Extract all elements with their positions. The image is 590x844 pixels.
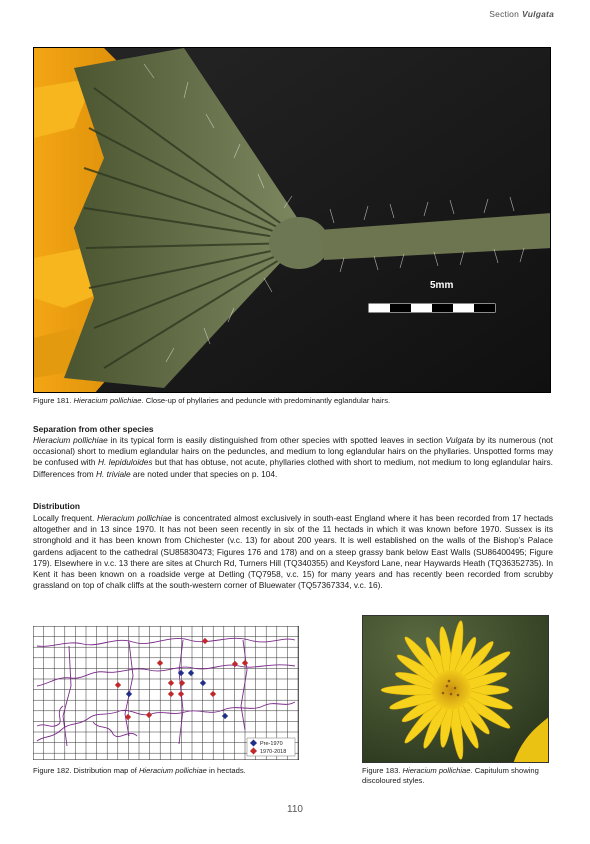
figure-181-caption	[33, 396, 551, 406]
running-head	[489, 9, 554, 19]
section-name: Vulgata	[445, 435, 474, 445]
caption-rest: . Close-up of phyllaries and peduncle with predominantly eglandular hairs.	[141, 396, 391, 405]
caption-prefix: Figure 182. Distribution map of	[33, 766, 139, 775]
caption-prefix: Figure 181.	[33, 396, 74, 405]
separation-heading: Separation from other species	[33, 424, 154, 434]
caption-rest: . Capitulum showing discoloured styles.	[362, 766, 539, 785]
text: in its typical form is easily distinguished from other species with spotted leaves in section	[107, 435, 446, 445]
capitulum-flower-image	[363, 616, 549, 763]
legend-pre1970-label: Pre-1970	[260, 741, 283, 747]
text: Locally frequent.	[33, 513, 98, 523]
figure-183-photo	[362, 615, 549, 763]
caption-species: Hieracium pollichiae	[402, 766, 471, 775]
legend-recent-label: 1970-2018	[260, 749, 287, 755]
distribution-map	[33, 626, 299, 760]
species-name: H. lepiduloides	[97, 457, 153, 468]
text: by its numerous (not occasional) short to medium eglandular hairs on the peduncles, and medium to long eglandular hairs on the phyllaries. Unspotted forms may be confused with	[33, 435, 553, 468]
caption-species: Hieracium pollichiae	[138, 766, 207, 775]
figure-181-photo	[33, 47, 551, 393]
species-name: Hieracium pollichiae	[97, 513, 172, 523]
text: are noted under that species on p. 104.	[130, 468, 278, 479]
hectad-map-svg	[33, 626, 299, 760]
capitulum-closeup-image	[34, 48, 551, 393]
page-number: 110	[287, 804, 303, 815]
running-head-name: Vulgata	[522, 9, 554, 19]
text: but that has obtuse, not acute, phyllaries clothed with short to medium, not medium to long eglandular hairs. Differences from	[33, 457, 553, 479]
species-name: H. triviale	[96, 468, 131, 479]
species-name: Hieracium pollichiae	[33, 435, 108, 445]
figure-183-caption	[362, 766, 552, 786]
running-head-section: Section	[489, 9, 520, 19]
caption-prefix: Figure 183.	[362, 766, 403, 775]
separation-paragraph	[33, 435, 553, 480]
caption-rest: in hectads.	[206, 766, 246, 775]
figure-182-caption	[33, 766, 303, 776]
distribution-paragraph	[33, 513, 553, 591]
caption-species: Hieracium pollichiae	[73, 396, 142, 405]
text: is concentrated almost exclusively in south-east England where it has been recorded from 17 hectads altogether and in 13 since 1970. It has not been seen recently in six of the 11 hectads in which it was known before 1970. Sussex is its stronghold and it has been known from Chichester (v.c. 13) for about 200 years. It is well established on the walls of the Bishop’s Palace gardens adjacent to the cathedral (SU85830473; Figures 176 and 178) and on a steep grassy bank below East Walls (SU86400495; Figure 179). Elsewhere in v.c. 13 there are sites at Church Rd, Turners Hill (TQ340355) and Keysford Lane, near Haywards Heath (TQ36352735). In Kent it has been known on a roadside verge at Detling (TQ7958, v.c. 15) for many years and has recently been recorded from scrubby grassland on top of chalk cliffs at the south-western corner of Bluewater (TQ57367334, v.c. 16).	[33, 513, 554, 591]
scale-label: 5mm	[430, 280, 454, 291]
distribution-heading: Distribution	[33, 501, 80, 511]
